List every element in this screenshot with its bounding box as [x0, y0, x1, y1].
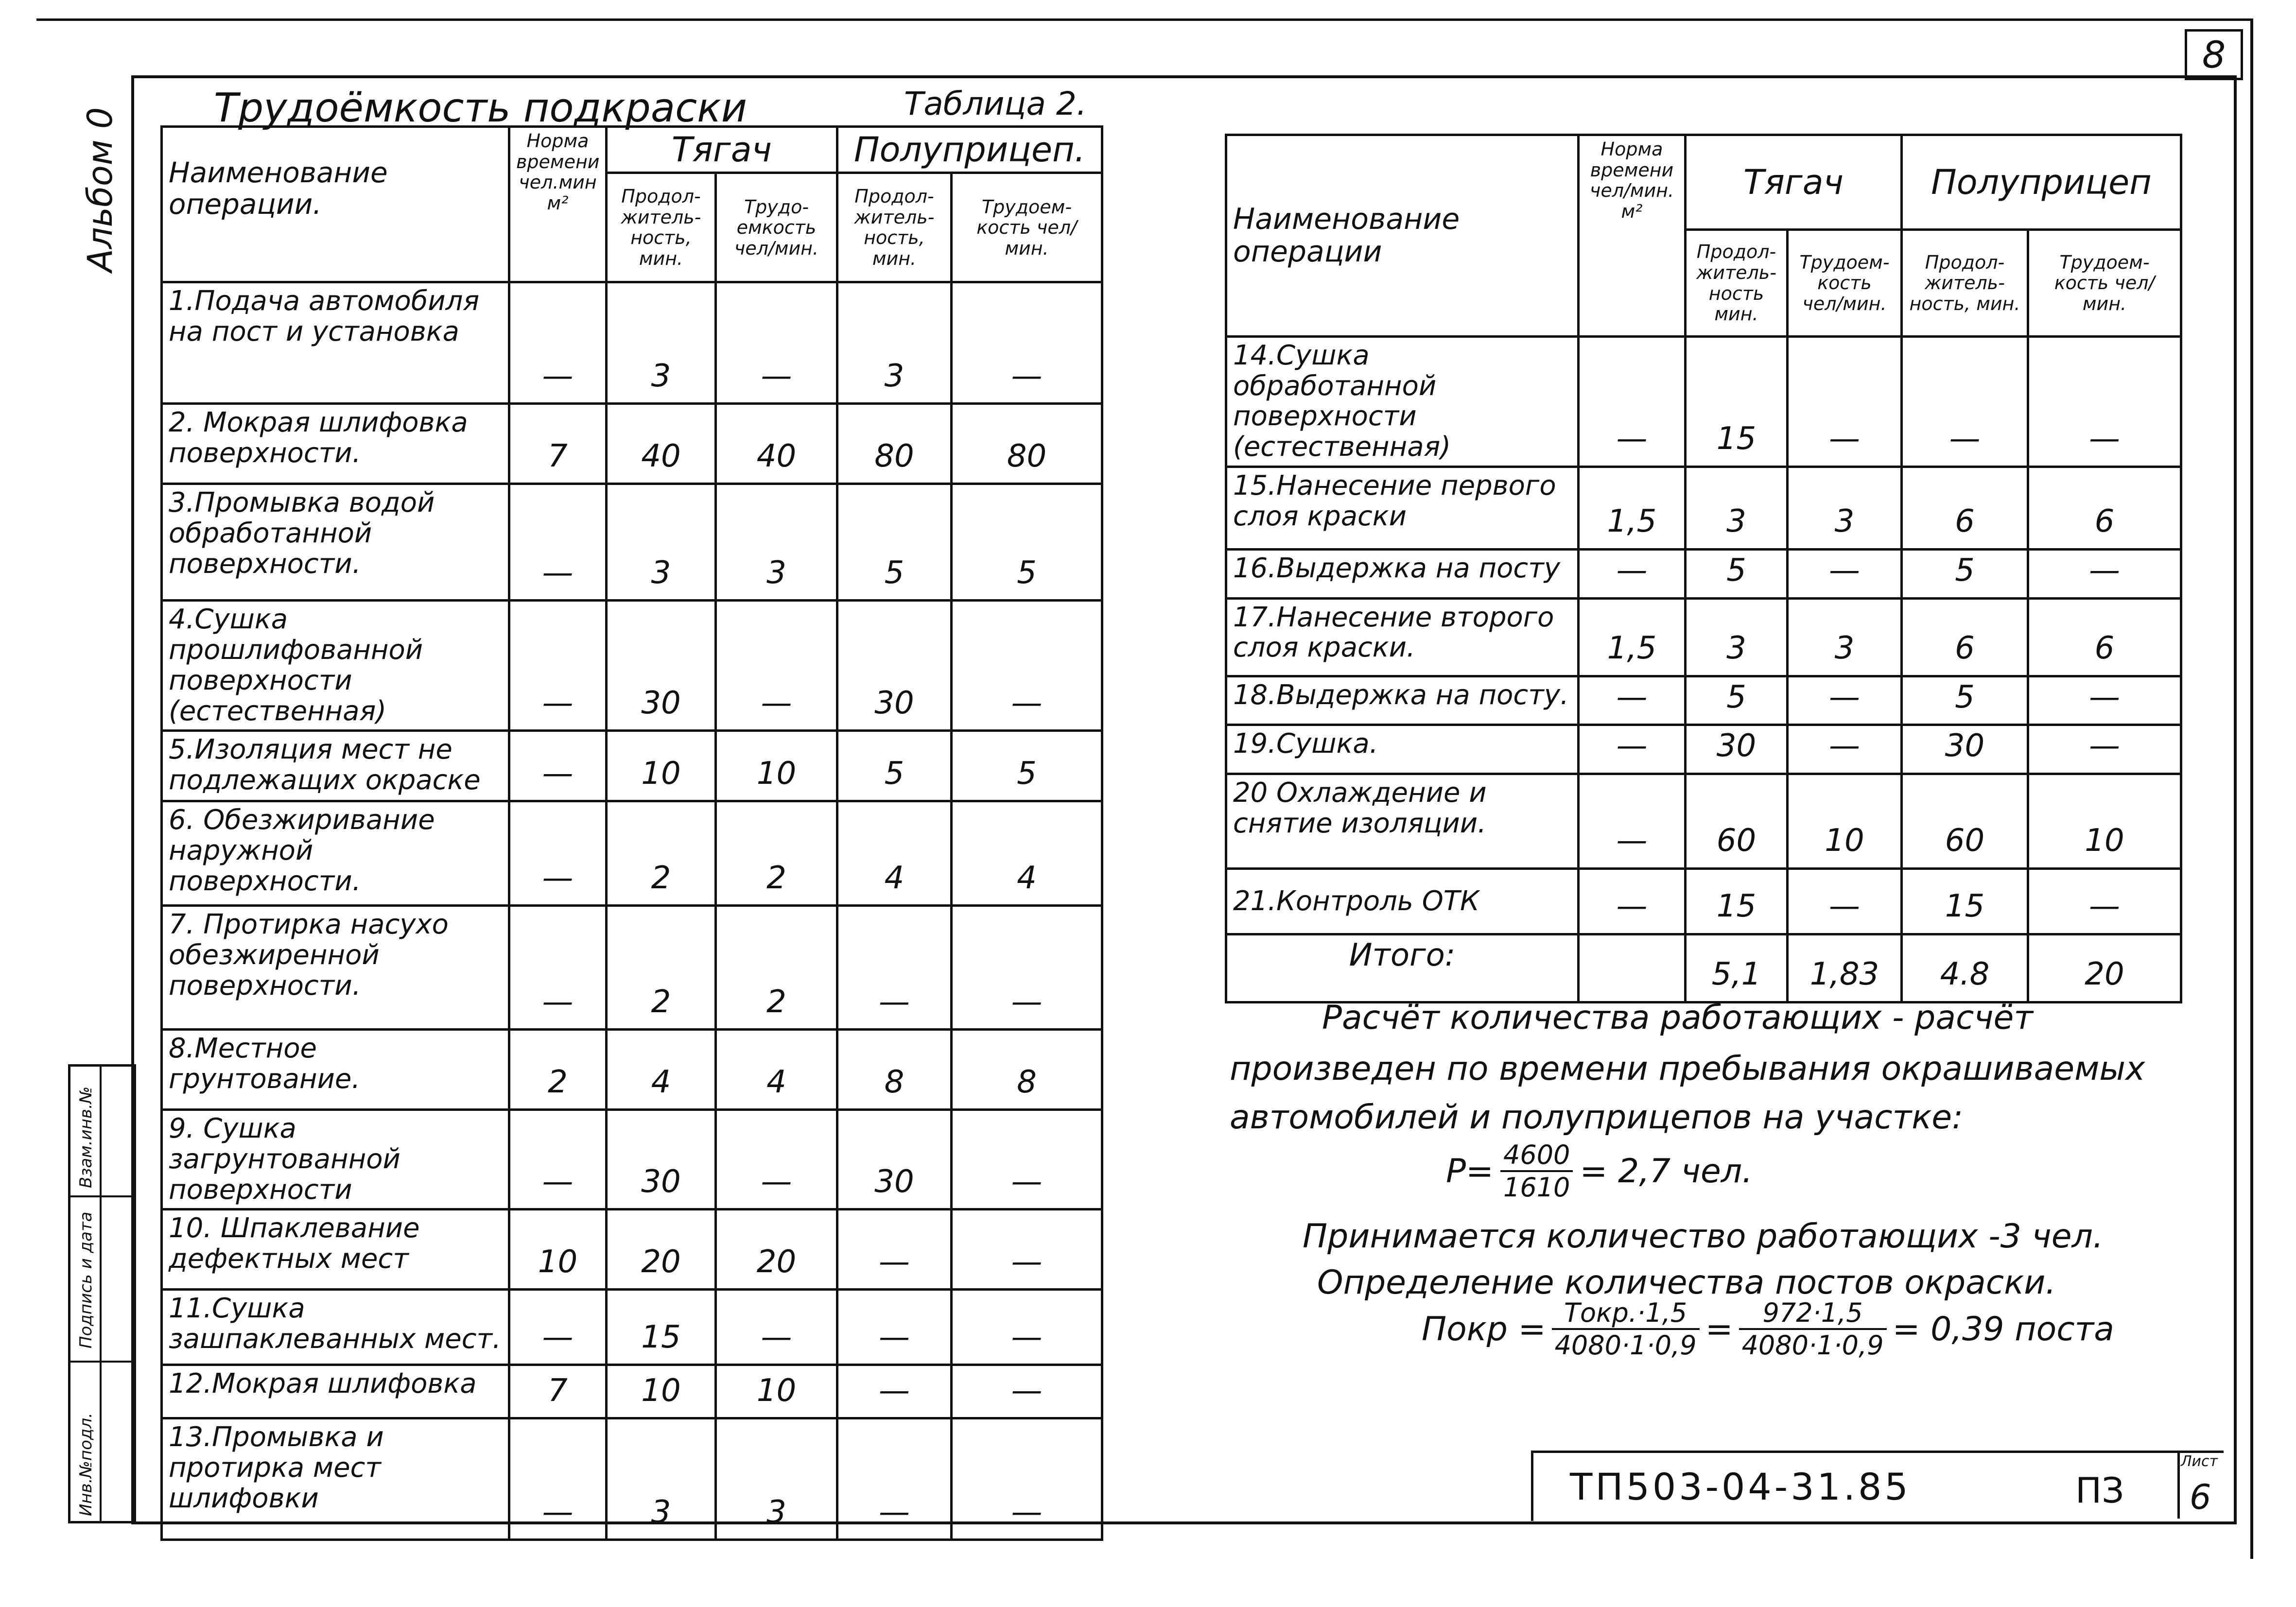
table-row — [1226, 725, 2181, 774]
tractor-labor: 3 — [1788, 467, 1902, 549]
semi-duration: 30 — [837, 601, 952, 731]
p-label: Р= — [1446, 1152, 1494, 1191]
semi-duration: 3 — [837, 282, 952, 404]
frame-right-line — [2250, 18, 2253, 1559]
tractor-labor: 3 — [716, 1418, 837, 1540]
norm-value: — — [1579, 725, 1686, 774]
semi-labor: 5 — [952, 731, 1102, 801]
semi-labor: — — [2028, 549, 2181, 598]
table-row — [162, 731, 1102, 801]
document-section: ПЗ — [2075, 1470, 2124, 1511]
col-norm: Норма времени чел.мин м² — [509, 127, 607, 282]
operation-name: 11.Сушка зашпаклеванных мест. — [162, 1290, 509, 1365]
table-row — [1226, 598, 2181, 676]
operation-name: 19.Сушка. — [1226, 725, 1579, 774]
pokr-f1-numerator: Токр.·1,5 — [1552, 1297, 1700, 1330]
tractor-duration: 5 — [1686, 549, 1788, 598]
col-semi-labor: Трудоем-кость чел/мин. — [952, 173, 1102, 282]
norm-value: 7 — [509, 404, 607, 484]
pokr-equals: = — [1705, 1310, 1733, 1348]
norm-value: — — [509, 601, 607, 731]
semi-labor: — — [952, 1365, 1102, 1418]
tractor-labor: 10 — [1788, 774, 1902, 868]
norm-value: 2 — [509, 1030, 607, 1110]
col-semitrailer: Полуприцеп. — [837, 127, 1102, 173]
col-tractor-labor: Трудоем-кость чел/мин. — [1788, 230, 1902, 337]
tractor-labor: — — [1788, 725, 1902, 774]
p-fraction — [1500, 1140, 1573, 1203]
table-row — [162, 906, 1102, 1030]
tractor-labor: — — [1788, 676, 1902, 725]
p-denominator: 1610 — [1503, 1172, 1570, 1203]
table-row — [1226, 774, 2181, 868]
col-tractor: Тягач — [1686, 135, 1902, 230]
operation-name: 9. Сушка загрунтованной поверхности — [162, 1110, 509, 1210]
col-norm: Норма времени чел/мин. м² — [1579, 135, 1686, 337]
operation-name: 15.Нанесение первого слоя краски — [1226, 467, 1579, 549]
tractor-labor: 10 — [716, 1365, 837, 1418]
semi-duration: 5 — [1902, 549, 2028, 598]
table-row — [162, 801, 1102, 906]
semi-labor: 80 — [952, 404, 1102, 484]
frame-top-line — [36, 18, 2253, 21]
tractor-duration: 60 — [1686, 774, 1788, 868]
semi-labor: 6 — [2028, 467, 2181, 549]
semi-duration: 30 — [837, 1110, 952, 1210]
tractor-labor: 10 — [716, 731, 837, 801]
semi-labor: 6 — [2028, 598, 2181, 676]
tractor-labor: — — [1788, 549, 1902, 598]
col-tractor-labor: Трудо-емкость чел/мин. — [716, 173, 837, 282]
table-row — [1226, 868, 2181, 934]
col-semi-duration: Продол-житель-ность, мин. — [1902, 230, 2028, 337]
total-norm — [1579, 934, 1686, 1002]
table-row — [162, 601, 1102, 731]
tractor-duration: 3 — [1686, 467, 1788, 549]
calc-line-3: автомобилей и полуприцепов на участке: — [1230, 1098, 1964, 1137]
norm-value: — — [509, 801, 607, 906]
semi-duration: — — [837, 1418, 952, 1540]
tractor-duration: 3 — [607, 1418, 716, 1540]
semi-duration: 80 — [837, 404, 952, 484]
operation-name: 13.Промывка и протирка мест шлифовки — [162, 1418, 509, 1540]
pokr-f2-numerator: 972·1,5 — [1739, 1297, 1887, 1330]
table-row — [162, 1290, 1102, 1365]
semi-duration: 6 — [1902, 467, 2028, 549]
pokr-fraction-1 — [1552, 1297, 1700, 1361]
norm-value: — — [1579, 774, 1686, 868]
semi-labor: — — [2028, 337, 2181, 467]
norm-value: 10 — [509, 1210, 607, 1290]
tractor-duration: 15 — [1686, 337, 1788, 467]
side-stamp — [68, 1064, 136, 1523]
table-row — [162, 484, 1102, 601]
labor-table-left — [160, 125, 1103, 1541]
col-tractor: Тягач — [607, 127, 837, 173]
tractor-labor: — — [716, 1110, 837, 1210]
semi-labor: — — [952, 282, 1102, 404]
tractor-duration: 3 — [607, 484, 716, 601]
norm-value: — — [509, 731, 607, 801]
semi-duration: — — [837, 906, 952, 1030]
semi-duration: — — [1902, 337, 2028, 467]
norm-value: — — [1579, 337, 1686, 467]
tractor-labor: — — [716, 601, 837, 731]
list-number: 6 — [2190, 1477, 2211, 1517]
tractor-duration: 15 — [607, 1290, 716, 1365]
norm-value: 1,5 — [1579, 467, 1686, 549]
semi-duration: 8 — [837, 1030, 952, 1110]
semi-duration: 60 — [1902, 774, 2028, 868]
operation-name: 21.Контроль ОТК — [1226, 868, 1579, 934]
pokr-label: Покр = — [1422, 1310, 1546, 1348]
operation-name: 1.Подача автомобиля на пост и установка — [162, 282, 509, 404]
table-row — [1226, 467, 2181, 549]
norm-value: — — [509, 906, 607, 1030]
norm-value: — — [509, 1290, 607, 1365]
album-label: Альбом 0 — [80, 107, 120, 272]
tractor-duration: 15 — [1686, 868, 1788, 934]
semi-labor: 10 — [2028, 774, 2181, 868]
total-semi-duration: 4.8 — [1902, 934, 2028, 1002]
norm-value: — — [509, 1110, 607, 1210]
operation-name: 2. Мокрая шлифовка поверхности. — [162, 404, 509, 484]
semi-labor: — — [952, 1290, 1102, 1365]
table-row — [162, 1110, 1102, 1210]
stamp-replace-label: Взам.инв.№ — [76, 1086, 96, 1188]
operation-name: 3.Промывка водой обработанной поверхности. — [162, 484, 509, 601]
document-code: ТП503-04-31.85 — [1570, 1465, 1911, 1508]
semi-labor: — — [952, 1418, 1102, 1540]
semi-labor: — — [952, 1110, 1102, 1210]
tractor-labor: — — [1788, 868, 1902, 934]
norm-value: 1,5 — [1579, 598, 1686, 676]
semi-duration: 15 — [1902, 868, 2028, 934]
tractor-duration: 10 — [607, 731, 716, 801]
semi-labor: — — [952, 601, 1102, 731]
p-result: = 2,7 чел. — [1580, 1152, 1753, 1191]
table-row — [1226, 337, 2181, 467]
total-tractor-labor: 1,83 — [1788, 934, 1902, 1002]
table-row — [1226, 676, 2181, 725]
semi-labor: — — [952, 906, 1102, 1030]
posts-text: Определение количества постов окраски. — [1317, 1263, 2056, 1302]
tractor-labor: 3 — [1788, 598, 1902, 676]
table-row — [162, 1030, 1102, 1110]
semi-duration: 4 — [837, 801, 952, 906]
norm-value: — — [509, 1418, 607, 1540]
labor-table-right — [1225, 134, 2182, 1003]
operation-name: 18.Выдержка на посту. — [1226, 676, 1579, 725]
table-row — [1226, 549, 2181, 598]
operation-name: 20 Охлаждение и снятие изоляции. — [1226, 774, 1579, 868]
tractor-labor: 2 — [716, 801, 837, 906]
table-row — [162, 282, 1102, 404]
col-operation: Наименование операции — [1226, 135, 1579, 337]
sheet-number: 8 — [2185, 29, 2243, 80]
total-row — [1226, 934, 2181, 1002]
semi-labor: — — [2028, 725, 2181, 774]
table-row — [162, 1210, 1102, 1290]
tractor-duration: 30 — [607, 601, 716, 731]
table-row — [162, 404, 1102, 484]
semi-duration: 5 — [1902, 676, 2028, 725]
norm-value: — — [1579, 549, 1686, 598]
table-row — [162, 1365, 1102, 1418]
pokr-fraction-2 — [1739, 1297, 1887, 1361]
accept-text: Принимается количество работающих -3 чел. — [1303, 1217, 2104, 1256]
col-tractor-duration: Продол-житель-ность, мин. — [607, 173, 716, 282]
operation-name: 7. Протирка насухо обезжиренной поверхности. — [162, 906, 509, 1030]
operation-name: 6. Обезжиривание наружной поверхности. — [162, 801, 509, 906]
tractor-labor: 2 — [716, 906, 837, 1030]
operation-name: 8.Местное грунтование. — [162, 1030, 509, 1110]
pokr-f2-denominator: 4080·1·0,9 — [1741, 1330, 1884, 1361]
total-label: Итого: — [1226, 934, 1579, 1002]
operation-name: 16.Выдержка на посту — [1226, 549, 1579, 598]
tractor-duration: 3 — [607, 282, 716, 404]
table-number: Таблица 2. — [904, 85, 1087, 122]
semi-labor: 5 — [952, 484, 1102, 601]
semi-duration: 30 — [1902, 725, 2028, 774]
calc-line-2: произведен по времени пребывания окрашиваемых — [1230, 1050, 2145, 1088]
semi-duration: — — [837, 1210, 952, 1290]
total-tractor-duration: 5,1 — [1686, 934, 1788, 1002]
col-semi-labor: Трудоем-кость чел/мин. — [2028, 230, 2181, 337]
calc-line-1: Расчёт количества работающих - расчёт — [1322, 999, 2033, 1037]
tractor-duration: 3 — [1686, 598, 1788, 676]
norm-value: — — [509, 484, 607, 601]
semi-duration: — — [837, 1365, 952, 1418]
operation-name: 10. Шпаклевание дефектных мест — [162, 1210, 509, 1290]
norm-value: — — [1579, 868, 1686, 934]
formula-p — [1446, 1140, 1753, 1203]
semi-labor: — — [2028, 868, 2181, 934]
operation-name: 4.Сушка прошлифованной поверхности (естественная) — [162, 601, 509, 731]
table-title: Трудоёмкость подкраски — [214, 85, 747, 131]
norm-value: — — [509, 282, 607, 404]
tractor-duration: 2 — [607, 906, 716, 1030]
tractor-duration: 30 — [1686, 725, 1788, 774]
tractor-labor: 20 — [716, 1210, 837, 1290]
operation-name: 12.Мокрая шлифовка — [162, 1365, 509, 1418]
tractor-duration: 10 — [607, 1365, 716, 1418]
semi-labor: 4 — [952, 801, 1102, 906]
operation-name: 17.Нанесение второго слоя краски. — [1226, 598, 1579, 676]
tractor-labor: 4 — [716, 1030, 837, 1110]
semi-duration: — — [837, 1290, 952, 1365]
tractor-labor: 40 — [716, 404, 837, 484]
tractor-duration: 4 — [607, 1030, 716, 1110]
stamp-inv-label: Инв.№подл. — [76, 1413, 96, 1516]
semi-labor: — — [2028, 676, 2181, 725]
tractor-duration: 2 — [607, 801, 716, 906]
table-row — [162, 1418, 1102, 1540]
col-tractor-duration: Продол-житель-ность мин. — [1686, 230, 1788, 337]
semi-labor: 8 — [952, 1030, 1102, 1110]
pokr-f1-denominator: 4080·1·0,9 — [1554, 1330, 1697, 1361]
operation-name: 14.Сушка обработанной поверхности (естественная) — [1226, 337, 1579, 467]
tractor-duration: 5 — [1686, 676, 1788, 725]
col-semi-duration: Продол-житель-ность, мин. — [837, 173, 952, 282]
col-operation: Наименование операции. — [162, 127, 509, 282]
tractor-duration: 20 — [607, 1210, 716, 1290]
semi-labor: — — [952, 1210, 1102, 1290]
tractor-duration: 40 — [607, 404, 716, 484]
tractor-labor: — — [716, 282, 837, 404]
semi-duration: 6 — [1902, 598, 2028, 676]
tractor-labor: — — [1788, 337, 1902, 467]
tractor-labor: 3 — [716, 484, 837, 601]
col-semitrailer: Полуприцеп — [1902, 135, 2181, 230]
list-label: Лист — [2181, 1453, 2218, 1470]
stamp-sign-label: Подпись и дата — [76, 1211, 96, 1348]
norm-value: — — [1579, 676, 1686, 725]
tractor-duration: 30 — [607, 1110, 716, 1210]
pokr-result: = 0,39 поста — [1892, 1310, 2114, 1348]
operation-name: 5.Изоляция мест не подлежащих окраске — [162, 731, 509, 801]
semi-duration: 5 — [837, 731, 952, 801]
formula-pokr — [1422, 1297, 2114, 1361]
norm-value: 7 — [509, 1365, 607, 1418]
tractor-labor: — — [716, 1290, 837, 1365]
semi-duration: 5 — [837, 484, 952, 601]
p-numerator: 4600 — [1500, 1140, 1573, 1172]
total-semi-labor: 20 — [2028, 934, 2181, 1002]
